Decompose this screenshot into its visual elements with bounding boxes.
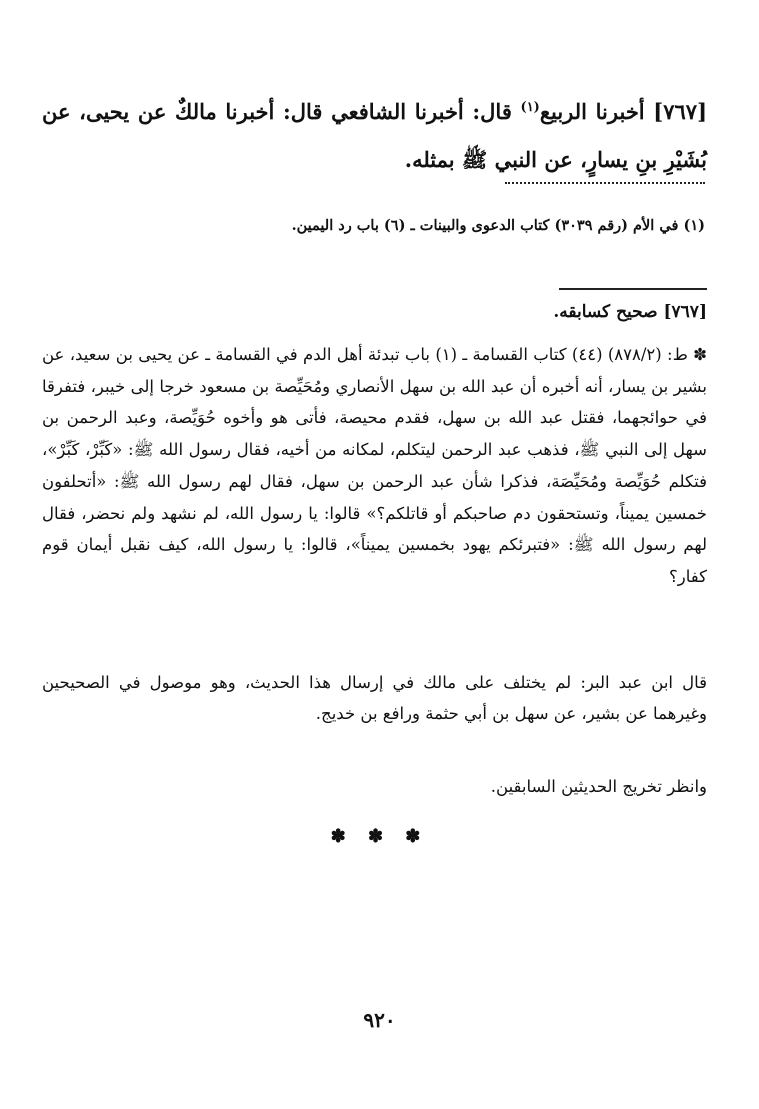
hadith-text-start: أخبرنا الربيع [539,99,645,124]
page-number: ٩٢٠ [363,1008,396,1032]
footnote-text: في الأم (رقم ٣٠٣٩) كتاب الدعوى والبينات ـ (٦) باب رد اليمين. [291,217,679,234]
hadith-number: [٧٦٧] [653,99,708,124]
footnote-number: (١) [683,217,705,234]
hadith-text [42,84,707,184]
section-separator: ✽ ✽ ✽ [330,826,429,847]
ibn-abd-albarr-note: قال ابن عبد البر: لم يختلف على مالك في إرسال هذا الحديث، وهو موصول في الصحيحين وغيرهما عن بشير، عن سهل بن أبي حثمة ورافع بن خديج. [42,673,707,724]
footnote-divider [505,182,705,190]
hadith-text-rest: قال: أخبرنا الشافعي قال: أخبرنا مالكٌ عن يحيى، عن بُشَيْرِ بنِ يسارٍ، عن النبي ﷺ بمثله. [42,99,707,172]
hadith-grading: [٧٦٧] صحيح كسابقه. [553,302,707,322]
see-also-note: وانظر تخريج الحديثين السابقين. [490,777,707,796]
takhrij-divider [559,288,707,290]
takhrij-commentary: ✽ ط: (٨٧٨/٢) (٤٤) كتاب القسامة ـ (١) باب تبدئة أهل الدم في القسامة ـ عن يحيى بن سعيد، عن بشير بن يسار، أنه أخبره أن عبد الله بن سهل الأنصاري ومُحَيِّصة بن مسعود خرجا إلى خيبر، فتفرقا في حوائجهما، فقتل عبد الله بن سهل، فقدم محيصة، فأتى هو وأخوه حُوَيِّصة، وعبد الرحمن بن سهل إلى النبي ﷺ، فذهب عبد الرحمن ليتكلم، لمكانه من أخيه، فقال رسول الله ﷺ: «كَبِّرْ، كَبِّرْ»، فتكلم حُوَيِّصة ومُحَيِّصَة، فذكرا شأن عبد الرحمن بن سهل، فقال لهم رسول الله ﷺ: «أتحلفون خمسين يميناً، وتستحقون دم صاحبكم أو قاتلكم؟» قالوا: يا رسول الله، لم نشهد ولم نحضر، فقال لهم رسول الله ﷺ: «فتبرئكم يهود بخمسين يميناً»، قالوا: يا رسول الله، كيف نقبل أيمان قوم كفار؟ [42,345,707,586]
footnote [45,214,705,238]
footnote-marker: (١) [520,100,540,115]
